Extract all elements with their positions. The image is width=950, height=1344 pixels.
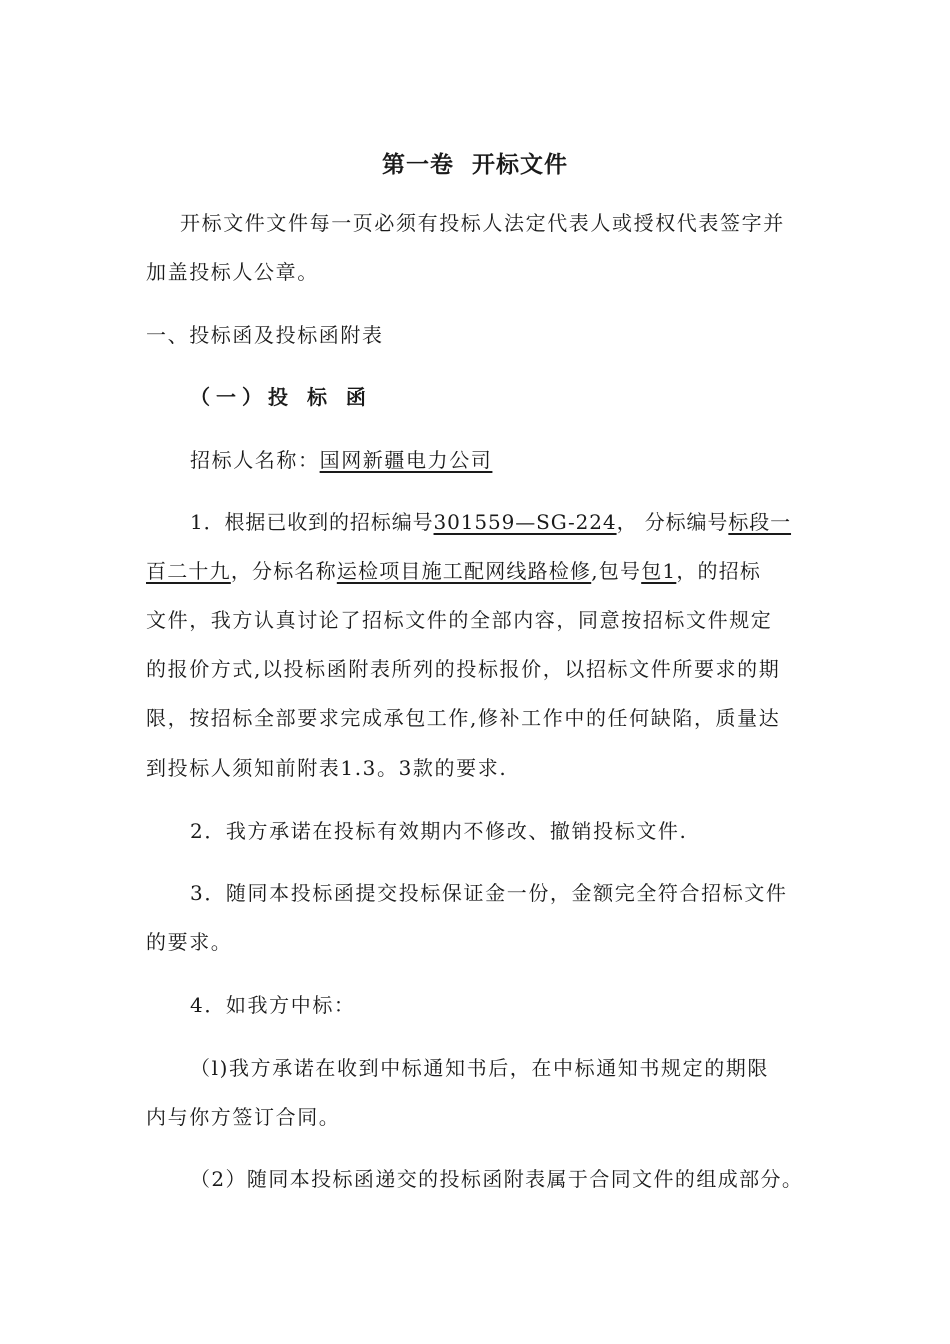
item1-line-5: 限，按招标全部要求完成承包工作,修补工作中的任何缺陷，质量达 xyxy=(146,706,781,730)
intro-line-1: 开标文件文件每一页必须有投标人法定代表人或授权代表签字并 xyxy=(180,211,785,235)
tender-number: 301559—SG-224 xyxy=(433,510,617,534)
item4-2-line: （2）随同本投标函递交的投标函附表属于合同文件的组成部分。 xyxy=(190,1167,804,1191)
item3-line-2: 的要求。 xyxy=(146,930,233,954)
intro-line-2: 加盖投标人公章。 xyxy=(146,260,319,284)
tenderer-line xyxy=(190,445,492,475)
item1-line-4: 的报价方式,以投标函附表所列的投标报价，以招标文件所要求的期 xyxy=(146,657,781,681)
package-number: 包1 xyxy=(641,559,677,583)
item4-1-line-2: 内与你方签订合同。 xyxy=(146,1105,341,1129)
item1-text-1: 1．根据已收到的招标编号 xyxy=(190,510,434,534)
item4-line: 4．如我方中标： xyxy=(190,993,356,1017)
item2-line: 2．我方承诺在投标有效期内不修改、撤销投标文件. xyxy=(190,819,688,843)
section-heading: 一、投标函及投标函附表 xyxy=(146,323,384,347)
tenderer-value: 国网新疆电力公司 xyxy=(319,448,493,472)
item1-text-4: ,包号 xyxy=(591,559,642,583)
lot-name: 运检项目施工配网线路检修 xyxy=(336,559,592,583)
item1-line-3: 文件，我方认真讨论了招标文件的全部内容，同意按招标文件规定 xyxy=(146,608,773,632)
item1-line-2 xyxy=(146,556,761,586)
item1-line-6: 到投标人须知前附表1.3。3款的要求. xyxy=(146,756,508,780)
lot-number-part-1: 标段一 xyxy=(728,510,792,534)
item1-line-1 xyxy=(190,507,791,537)
tenderer-label: 招标人名称： xyxy=(190,448,320,472)
item3-line-1: 3．随同本投标函提交投标保证金一份，金额完全符合招标文件 xyxy=(190,881,788,905)
item1-text-2: ， 分标编号 xyxy=(616,510,729,534)
page-title: 第一卷 开标文件 xyxy=(381,151,568,178)
subsection-heading: （一）投 标 函 xyxy=(190,385,372,409)
item1-text-5: ，的招标 xyxy=(676,559,762,583)
lot-number-part-2: 百二十九 xyxy=(146,559,231,583)
item4-1-line-1: （l)我方承诺在收到中标通知书后，在中标通知书规定的期限 xyxy=(190,1056,769,1080)
item1-text-3: ，分标名称 xyxy=(230,559,337,583)
